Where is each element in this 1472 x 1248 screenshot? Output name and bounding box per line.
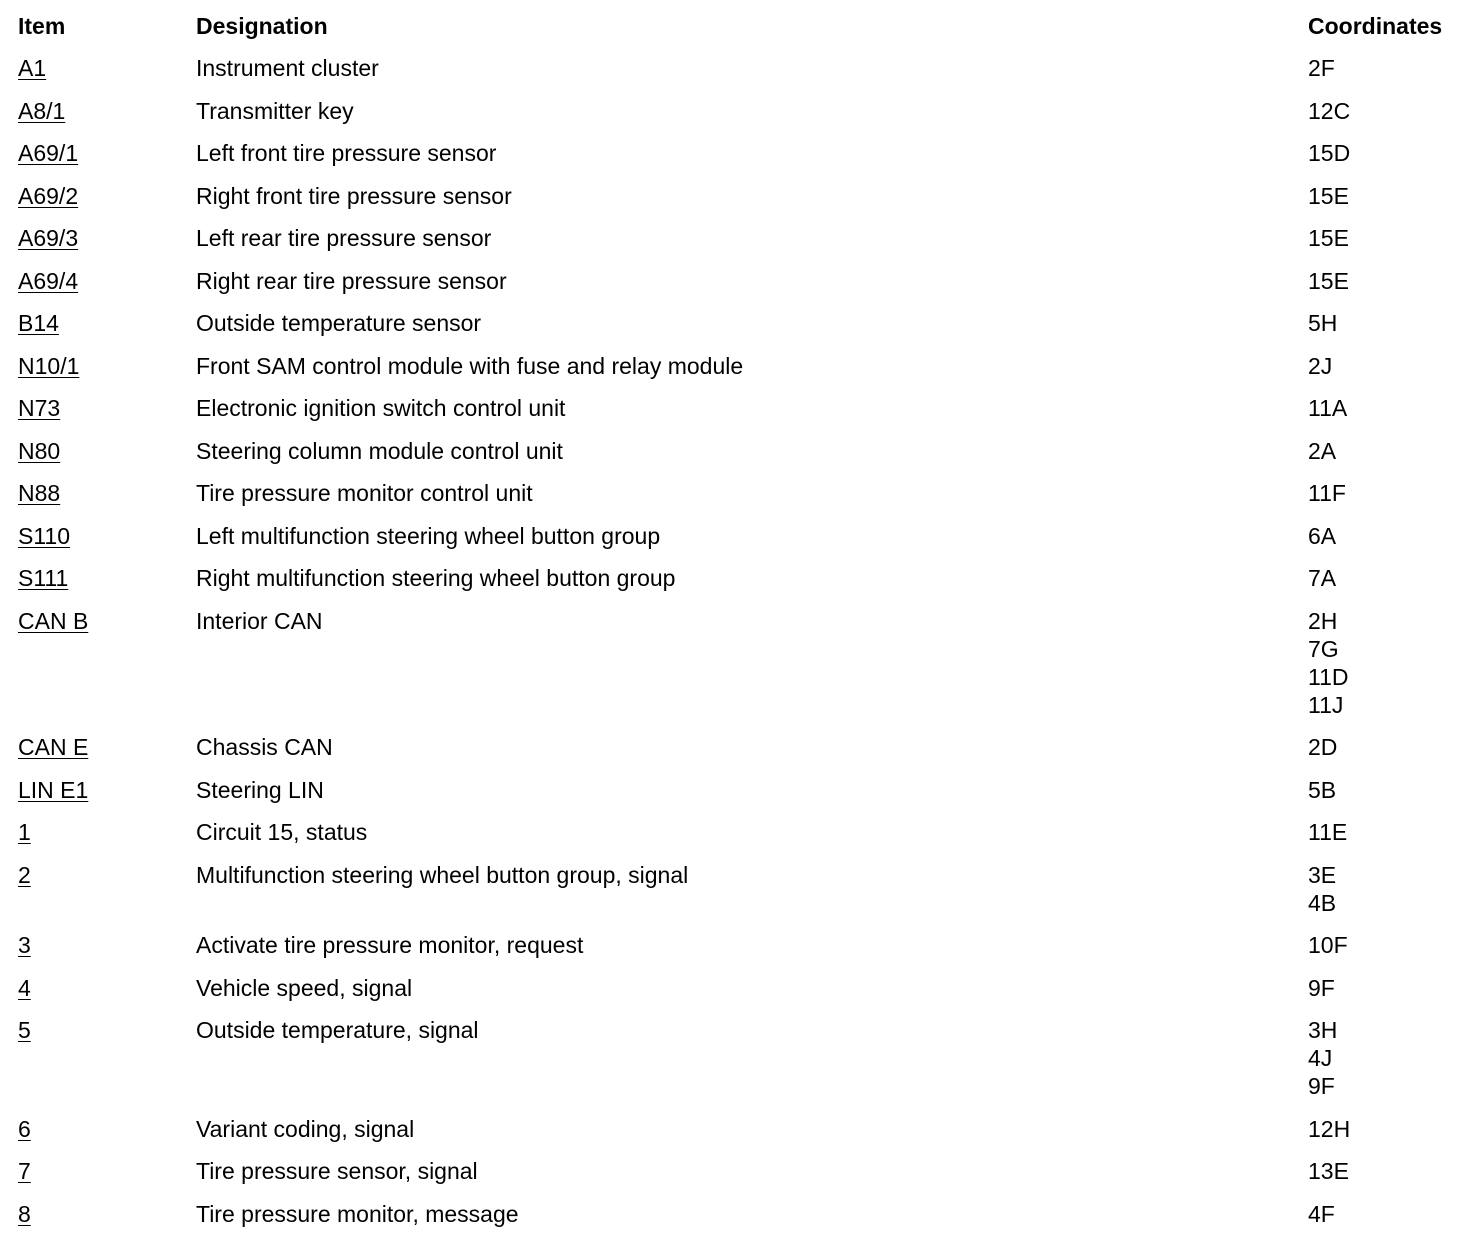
item-link[interactable]: S110 <box>18 522 71 549</box>
coordinate-value: 13E <box>1308 1158 1349 1184</box>
designation-text: Chassis CAN <box>196 734 333 760</box>
coordinate-value: 5H <box>1308 310 1338 336</box>
designation-text: Outside temperature, signal <box>196 1017 479 1043</box>
designation-text: Steering column module control unit <box>196 437 563 464</box>
header-item: Item <box>18 13 66 39</box>
designation-text: Activate tire pressure monitor, request <box>196 932 584 958</box>
coordinates-cell <box>1308 861 1336 917</box>
designation-text: Multifunction steering wheel button group, signal <box>196 861 689 888</box>
coordinate-value: 11E <box>1308 819 1348 845</box>
coordinates-cell <box>1308 564 1336 592</box>
coordinate-value: 4F <box>1308 1200 1335 1227</box>
coordinate-value: 11F <box>1308 480 1346 506</box>
coordinate-value: 2F <box>1308 55 1335 81</box>
coordinate-value: 3H <box>1308 1017 1338 1043</box>
coordinates-cell <box>1308 776 1336 804</box>
coordinate-value: 9F <box>1308 1073 1335 1099</box>
coordinate-value: 15D <box>1308 140 1351 166</box>
coordinates-cell <box>1308 479 1346 507</box>
item-link[interactable]: 1 <box>18 819 31 845</box>
designation-text: Tire pressure sensor, signal <box>196 1158 478 1184</box>
coordinates-cell <box>1308 182 1349 210</box>
item-link[interactable]: A69/4 <box>18 267 79 294</box>
coordinates-cell <box>1308 1200 1335 1228</box>
coordinate-value: 15E <box>1308 225 1349 251</box>
item-link[interactable]: B14 <box>18 310 59 336</box>
coordinate-value: 11A <box>1308 395 1348 421</box>
item-link[interactable]: LIN E1 <box>18 776 89 803</box>
item-link[interactable]: A69/3 <box>18 225 79 251</box>
coordinates-cell <box>1308 733 1337 761</box>
item-link[interactable]: N88 <box>18 480 61 506</box>
coordinate-value: 9F <box>1308 974 1335 1001</box>
designation-text: Right front tire pressure sensor <box>196 182 512 209</box>
coordinate-value: 12C <box>1308 97 1351 124</box>
coordinate-value: 4B <box>1308 889 1337 916</box>
coordinate-value: 3E <box>1308 861 1337 888</box>
coordinates-cell <box>1308 394 1347 422</box>
coordinates-cell <box>1308 309 1337 337</box>
coordinates-cell <box>1308 1157 1349 1185</box>
item-link[interactable]: CAN B <box>18 607 89 634</box>
coordinate-value: 4J <box>1308 1045 1333 1071</box>
coordinates-cell <box>1308 437 1336 465</box>
designation-text: Variant coding, signal <box>196 1115 415 1142</box>
designation-text: Circuit 15, status <box>196 819 368 845</box>
coordinate-value: 2H <box>1308 607 1338 634</box>
coordinates-cell <box>1308 1115 1350 1143</box>
designation-text: Steering LIN <box>196 776 324 803</box>
coordinates-cell <box>1308 607 1349 719</box>
header-coordinates: Coordinates <box>1308 13 1443 39</box>
designation-text: Right rear tire pressure sensor <box>196 267 507 294</box>
coordinate-value: 2A <box>1308 437 1337 464</box>
header-designation: Designation <box>196 13 328 39</box>
table-header <box>0 12 1472 42</box>
coordinate-value: 2J <box>1308 352 1333 379</box>
coordinates-cell <box>1308 97 1350 125</box>
coordinate-value: 12H <box>1308 1115 1351 1142</box>
designation-text: Tire pressure monitor control unit <box>196 480 533 506</box>
coordinates-cell <box>1308 522 1336 550</box>
coordinates-cell <box>1308 1016 1337 1100</box>
item-link[interactable]: 2 <box>18 861 31 888</box>
designation-text: Tire pressure monitor, message <box>196 1200 519 1227</box>
designation-text: Left rear tire pressure sensor <box>196 225 492 251</box>
coordinate-value: 15E <box>1308 182 1349 209</box>
coordinate-value: 6A <box>1308 522 1337 549</box>
coordinates-cell <box>1308 974 1335 1002</box>
coordinate-value: 10F <box>1308 932 1348 958</box>
coordinate-value: 11D <box>1308 663 1349 690</box>
coordinate-value: 15E <box>1308 267 1349 294</box>
item-link[interactable]: A69/2 <box>18 182 79 209</box>
item-link[interactable]: S111 <box>18 565 69 591</box>
item-link[interactable]: A1 <box>18 55 47 81</box>
designation-text: Transmitter key <box>196 97 354 124</box>
designation-text: Instrument cluster <box>196 55 379 81</box>
item-link[interactable]: A8/1 <box>18 97 66 124</box>
item-link[interactable]: 8 <box>18 1200 31 1227</box>
coordinates-cell <box>1308 931 1348 959</box>
coordinates-cell <box>1308 224 1349 252</box>
coordinate-value: 5B <box>1308 776 1337 803</box>
item-link[interactable]: 5 <box>18 1017 31 1043</box>
designation-text: Left front tire pressure sensor <box>196 140 497 166</box>
designation-text: Outside temperature sensor <box>196 310 482 336</box>
designation-text: Vehicle speed, signal <box>196 974 413 1001</box>
designation-text: Right multifunction steering wheel button group <box>196 565 676 591</box>
coordinates-cell <box>1308 54 1335 82</box>
item-link[interactable]: 3 <box>18 932 31 958</box>
item-link[interactable]: N10/1 <box>18 352 80 379</box>
coordinates-cell <box>1308 139 1350 167</box>
item-link[interactable]: 6 <box>18 1115 31 1142</box>
designation-text: Front SAM control module with fuse and relay module <box>196 352 744 379</box>
designation-text: Interior CAN <box>196 607 323 634</box>
item-link[interactable]: 7 <box>18 1158 31 1184</box>
item-link[interactable]: CAN E <box>18 734 89 760</box>
coordinate-value: 7G <box>1308 635 1339 662</box>
item-link[interactable]: A69/1 <box>18 140 79 166</box>
item-link[interactable]: N73 <box>18 395 61 421</box>
designation-text: Left multifunction steering wheel button group <box>196 522 661 549</box>
designation-text: Electronic ignition switch control unit <box>196 395 566 421</box>
item-link[interactable]: 4 <box>18 974 31 1001</box>
coordinates-cell <box>1308 267 1349 295</box>
coordinate-value: 2D <box>1308 734 1338 760</box>
item-link[interactable]: N80 <box>18 437 61 464</box>
coordinate-value: 11J <box>1308 691 1344 718</box>
coordinates-cell <box>1308 818 1347 846</box>
coordinates-cell <box>1308 352 1332 380</box>
coordinate-value: 7A <box>1308 565 1337 591</box>
